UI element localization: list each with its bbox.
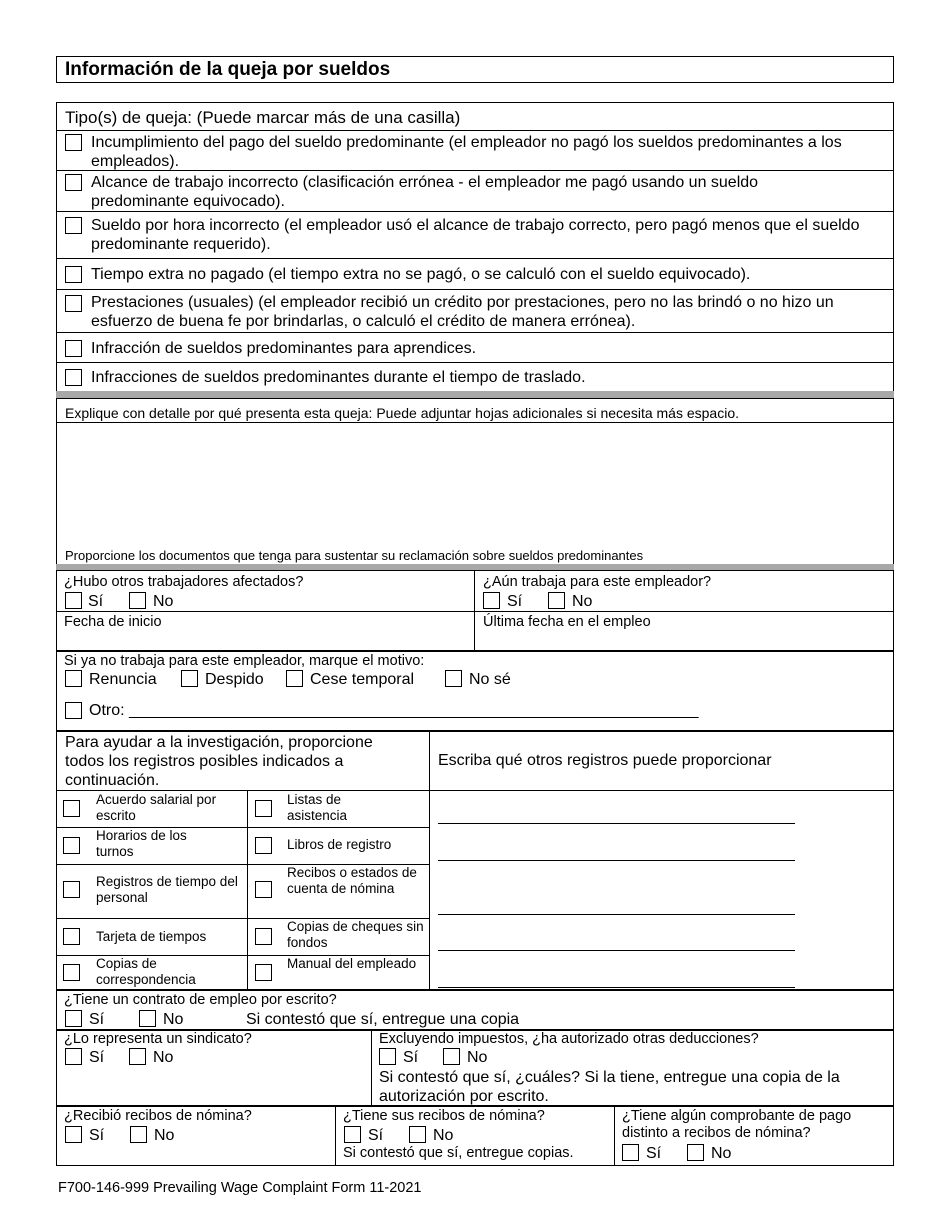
gray-separator [56,391,894,398]
checkbox-payroll-received-yes[interactable] [65,1126,82,1143]
checkbox-copias-cheques[interactable] [255,928,272,945]
divider [56,362,894,363]
payroll-received-question: ¿Recibió recibos de nómina? [64,1108,252,1124]
complaint-type-label: Infracción de sueldos predominantes para aprendices. [91,340,477,357]
checkbox-traslado[interactable] [65,369,82,386]
checkbox-renuncia[interactable] [65,670,82,687]
record-label: Registros de tiempo del personal [96,874,238,906]
form-footer: F700-146-999 Prevailing Wage Complaint Form 11-2021 [58,1180,422,1196]
record-label: Libros de registro [287,837,392,852]
yes-label: Sí [368,1127,384,1144]
no-label: No [163,1011,184,1028]
checkbox-no-se[interactable] [445,670,462,687]
divider [247,790,248,990]
complaint-types-header: Tipo(s) de queja: (Puede marcar más de una casilla) [65,108,461,127]
checkbox-other-workers-yes[interactable] [65,592,82,609]
yes-label: Sí [646,1145,662,1162]
complaint-type-label: Prestaciones (usuales) (el empleador recibió un crédito por prestaciones, pero no las brindó o no hizo un esfuerzo de buena fe por brindarlas, o calculó el crédito de manera errónea). [91,294,834,331]
reason-option: Despido [205,671,264,688]
start-date-field[interactable] [57,630,473,650]
divider [56,332,894,333]
no-label: No [153,1049,174,1066]
still-work-question: ¿Aún trabaja para este empleador? [483,574,712,590]
record-label: Manual del empleado [287,956,417,971]
other-records-line[interactable] [438,950,795,951]
yes-label: Sí [89,1011,105,1028]
last-date-field[interactable] [475,630,893,650]
checkbox-other-workers-no[interactable] [129,592,146,609]
divider [56,130,894,131]
reason-option: No sé [469,671,511,688]
checkbox-other-proof-no[interactable] [687,1144,704,1161]
no-label: No [467,1049,488,1066]
checkbox-acuerdo-salarial[interactable] [63,800,80,817]
divider [429,731,430,990]
other-proof-question: ¿Tiene algún comprobante de pago distinto a recibos de nómina? [622,1108,852,1142]
contract-question: ¿Tiene un contrato de empleo por escrito? [64,992,337,1008]
yes-label: Sí [89,1049,105,1066]
complaint-type-label: Incumplimiento del pago del sueldo predominante (el empleador no pagó los sueldos predominantes a los empleados). [91,134,842,171]
checkbox-deductions-no[interactable] [443,1048,460,1065]
records-intro: Para ayudar a la investigación, proporcione todos los registros posibles indicados a continuación. [65,734,373,790]
record-label: Copias de correspondencia [96,956,196,988]
other-records-line[interactable] [438,914,795,915]
start-date-label: Fecha de inicio [64,614,162,630]
complaint-type-label: Alcance de trabajo incorrecto (clasificación errónea - el empleador me pagó usando un sueldo predominante equivocado). [91,174,759,211]
checkbox-libros-registro[interactable] [255,837,272,854]
checkbox-union-yes[interactable] [65,1048,82,1065]
form-title: Información de la queja por sueldos [65,59,391,80]
other-records-line[interactable] [438,823,795,824]
checkbox-tiempo-extra[interactable] [65,266,82,283]
divider [56,258,894,259]
reason-option: Renuncia [89,671,157,688]
checkbox-manual-empleado[interactable] [255,964,272,981]
yes-label: Sí [88,593,104,610]
complaint-type-label: Infracciones de sueldos predominantes durante el tiempo de traslado. [91,369,586,386]
checkbox-otro[interactable] [65,702,82,719]
checkbox-still-work-yes[interactable] [483,592,500,609]
checkbox-payroll-received-no[interactable] [130,1126,147,1143]
checkbox-deductions-yes[interactable] [379,1048,396,1065]
union-question: ¿Lo representa un sindicato? [64,1031,252,1047]
divider [614,1106,615,1166]
payroll-have-note: Si contestó que sí, entregue copias. [343,1145,574,1161]
explain-label: Explique con detalle por qué presenta esta queja: Puede adjuntar hojas adicionales si necesita más espacio. [65,405,739,421]
no-label: No [711,1145,732,1162]
checkbox-alcance-incorrecto[interactable] [65,174,82,191]
docs-label: Proporcione los documentos que tenga para sustentar su reclamación sobre sueldos predominantes [65,548,644,563]
other-records-line[interactable] [438,987,795,988]
reason-label: Si ya no trabaja para este empleador, marque el motivo: [64,653,425,669]
checkbox-payroll-have-yes[interactable] [344,1126,361,1143]
other-records-line[interactable] [438,860,795,861]
checkbox-aprendices[interactable] [65,340,82,357]
checkbox-prestaciones[interactable] [65,295,82,312]
no-label: No [433,1127,454,1144]
checkbox-cese-temporal[interactable] [286,670,303,687]
no-label: No [572,593,593,610]
contract-note: Si contestó que sí, entregue una copia [246,1011,520,1028]
checkbox-contract-yes[interactable] [65,1010,82,1027]
payroll-have-question: ¿Tiene sus recibos de nómina? [343,1108,545,1124]
divider [56,289,894,290]
yes-label: Sí [89,1127,105,1144]
otro-field[interactable]: Otro: ________________________________________________________________ [89,702,699,719]
checkbox-other-proof-yes[interactable] [622,1144,639,1161]
record-label: Listas de asistencia [287,792,348,824]
divider [56,611,894,612]
checkbox-no-pago-sueldo[interactable] [65,134,82,151]
no-label: No [154,1127,175,1144]
yes-label: Sí [403,1049,419,1066]
no-label: No [153,593,174,610]
record-label: Recibos o estados de cuenta de nómina [287,865,417,897]
checkbox-registros-tiempo[interactable] [63,881,80,898]
checkbox-listas-asistencia[interactable] [255,800,272,817]
deductions-note: Si contestó que sí, ¿cuáles? Si la tiene, entregue una copia de la autorización por escrito. [379,1069,840,1106]
explain-textarea[interactable] [57,423,893,543]
deductions-question: Excluyendo impuestos, ¿ha autorizado otras deducciones? [379,1031,759,1047]
complaint-type-label: Sueldo por hora incorrecto (el empleador usó el alcance de trabajo correcto, pero pagó menos que el sueldo predominante requerido). [91,217,860,254]
record-label: Tarjeta de tiempos [96,929,207,944]
checkbox-tarjeta-tiempos[interactable] [63,928,80,945]
yes-label: Sí [507,593,523,610]
reason-option: Cese temporal [310,671,415,688]
checkbox-contract-no[interactable] [139,1010,156,1027]
record-label: Copias de cheques sin fondos [287,919,424,951]
divider [335,1106,336,1166]
checkbox-union-no[interactable] [129,1048,146,1065]
checkbox-horarios-turnos[interactable] [63,837,80,854]
checkbox-sueldo-hora-incorrecto[interactable] [65,217,82,234]
record-label: Acuerdo salarial por escrito [96,792,217,824]
divider [371,1030,372,1106]
other-records-label: Escriba qué otros registros puede proporcionar [438,752,772,769]
checkbox-still-work-no[interactable] [548,592,565,609]
checkbox-payroll-have-no[interactable] [409,1126,426,1143]
record-label: Horarios de los turnos [96,828,187,860]
checkbox-recibos-nomina[interactable] [255,881,272,898]
last-date-label: Última fecha en el empleo [483,614,651,630]
checkbox-copias-correspondencia[interactable] [63,964,80,981]
checkbox-despido[interactable] [181,670,198,687]
complaint-type-label: Tiempo extra no pagado (el tiempo extra no se pagó, o se calculó con el sueldo equivocado). [91,266,751,283]
other-workers-question: ¿Hubo otros trabajadores afectados? [64,574,304,590]
